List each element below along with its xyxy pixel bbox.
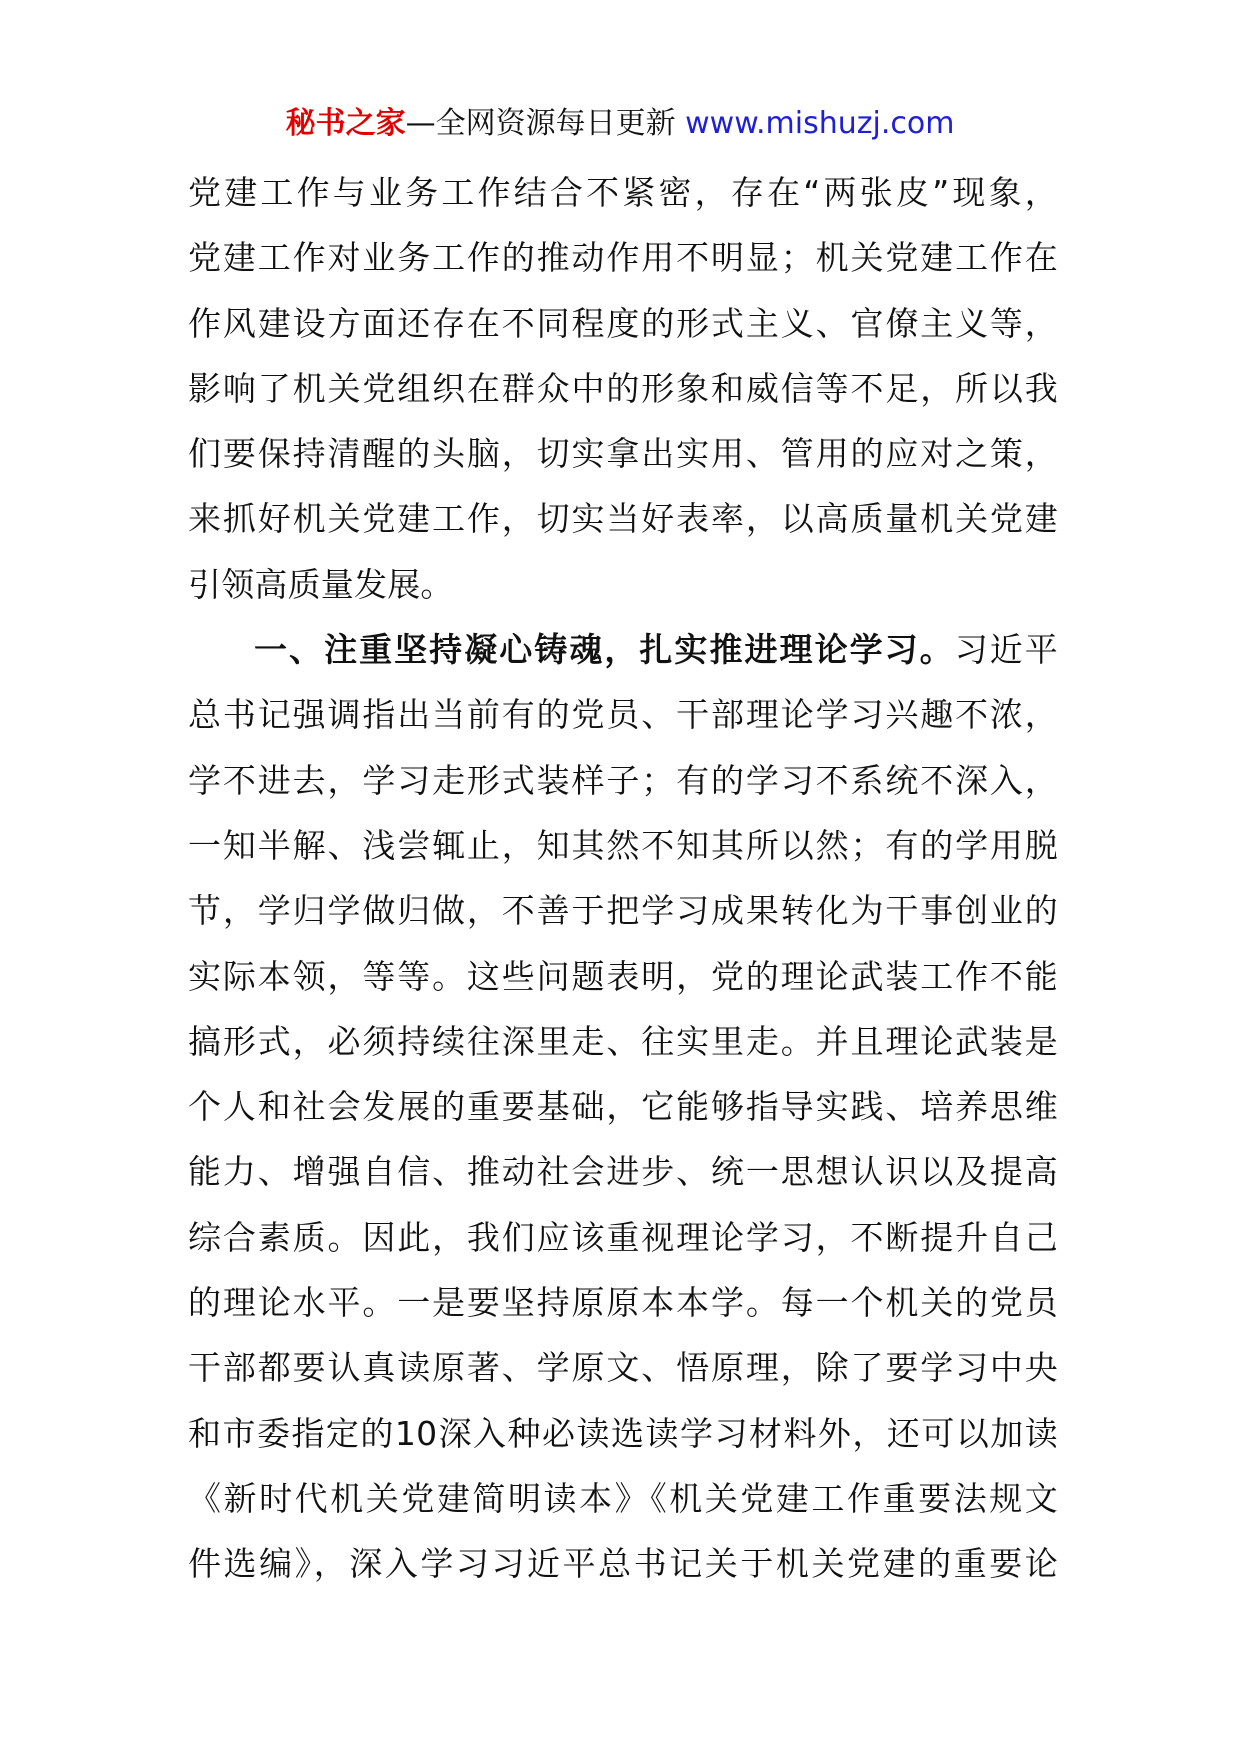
- text-line: 个人和社会发展的重要基础，它能够指导实践、培养思维: [188, 1087, 1058, 1127]
- text-line: 的理论水平。一是要坚持原原本本学。每一个机关的党员: [188, 1283, 1058, 1323]
- text-line: 和市委指定的10深入种必读选读学习材料外，还可以加读: [188, 1413, 1058, 1453]
- paragraph-1: [188, 160, 1058, 617]
- text-line: 影响了机关党组织在群众中的形象和威信等不足，所以我: [188, 368, 1058, 408]
- text-line: 节，学归学做归做，不善于把学习成果转化为干事创业的: [188, 891, 1058, 931]
- paragraph-2: [188, 617, 1058, 1596]
- text-line: 党建工作对业务工作的推动作用不明显；机关党建工作在: [188, 238, 1058, 278]
- text-line: 引领高质量发展。: [188, 564, 454, 604]
- text-line: 件选编》，深入学习习近平总书记关于机关党建的重要论: [188, 1544, 1058, 1584]
- text-line: 能力、增强自信、推动社会进步、统一思想认识以及提高: [188, 1152, 1058, 1192]
- text-line: 一知半解、浅尝辄止，知其然不知其所以然；有的学用脱: [188, 825, 1058, 865]
- site-header: [0, 104, 1240, 144]
- text-line: 作风建设方面还存在不同程度的形式主义、官僚主义等，: [188, 303, 1058, 343]
- text-line: 来抓好机关党建工作，切实当好表率，以高质量机关党建: [188, 499, 1058, 539]
- text-line: 们要保持清醒的头脑，切实拿出实用、管用的应对之策，: [188, 434, 1058, 474]
- text-line: 学不进去，学习走形式装样子；有的学习不系统不深入，: [188, 760, 1058, 800]
- site-brand: 秘书之家: [285, 106, 406, 141]
- site-url-link[interactable]: www.mishuzj.com: [685, 106, 955, 141]
- text-line: 党建工作与业务工作结合不紧密，存在“两张皮”现象，: [188, 173, 1058, 212]
- text-line: 总书记强调指出当前有的党员、干部理论学习兴趣不浓，: [188, 695, 1058, 735]
- text-line: 综合素质。因此，我们应该重视理论学习，不断提升自己: [188, 1217, 1058, 1257]
- document-body: [188, 160, 1058, 1597]
- text-line: 干部都要认真读原著、学原文、悟原理，除了要学习中央: [188, 1348, 1058, 1388]
- text-line: 实际本领，等等。这些问题表明，党的理论武装工作不能: [188, 956, 1058, 996]
- site-tagline: —全网资源每日更新: [405, 106, 676, 141]
- section-heading: 一、注重坚持凝心铸魂，扎实推进理论学习。: [254, 630, 955, 670]
- text-line: 搞形式，必须持续往深里走、往实里走。并且理论武装是: [188, 1021, 1058, 1061]
- text-line: 《新时代机关党建简明读本》《机关党建工作重要法规文: [188, 1478, 1058, 1518]
- heading-line-continuation: 习近平: [954, 630, 1058, 670]
- section-heading-line: [188, 617, 1058, 682]
